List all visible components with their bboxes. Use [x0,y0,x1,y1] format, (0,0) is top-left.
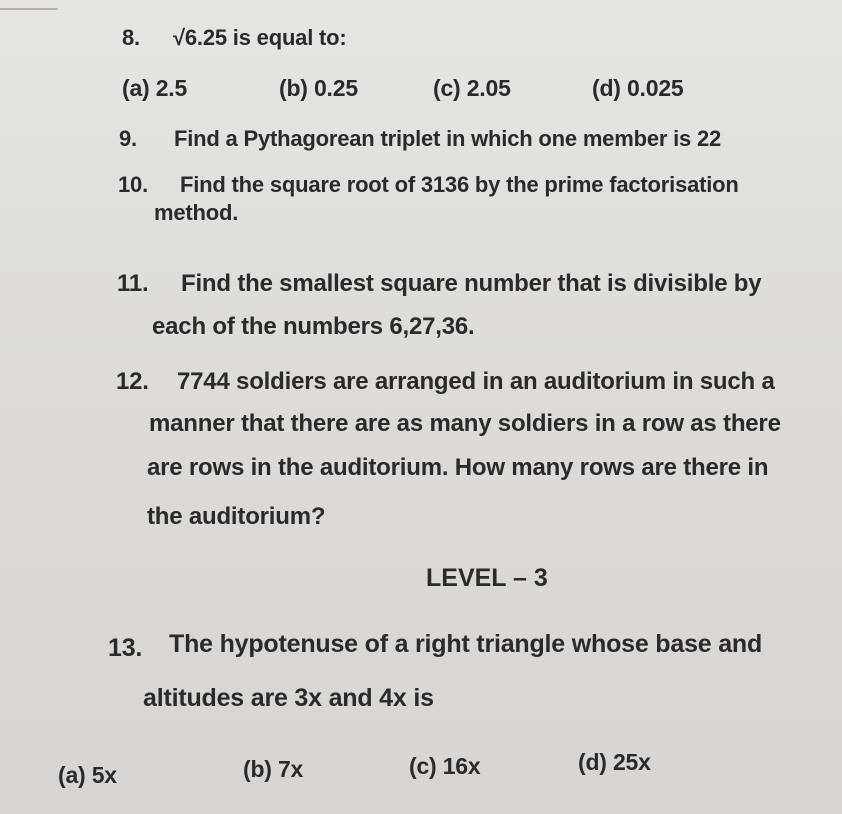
question-13-line-1: The hypotenuse of a right triangle whose base and [169,630,763,658]
question-8-option-c: (c) 2.05 [433,75,511,101]
question-10-line-2: method. [154,200,239,225]
question-10-number: 10. [118,172,148,197]
question-12-line-4: the auditorium? [147,503,326,530]
question-12-line-2: manner that there are as many soldiers in a row as there [149,410,781,437]
question-9-number: 9. [119,126,137,151]
question-11-number: 11. [117,270,149,297]
question-13-option-a: (a) 5x [58,762,117,788]
question-8-number: 8. [122,25,140,50]
question-13-number: 13. [108,634,143,662]
question-13-option-c: (c) 16x [409,753,481,779]
question-12-line-3: are rows in the auditorium. How many rows are there in [147,454,769,481]
question-8-option-a: (a) 2.5 [122,75,188,101]
page-edge-line [0,0,58,10]
level-heading: LEVEL – 3 [426,564,548,592]
question-8-text: √6.25 is equal to: [173,25,347,50]
question-10-line-1: Find the square root of 3136 by the prime factorisation [180,172,739,197]
question-12-number: 12. [116,368,149,395]
question-13-option-d: (d) 25x [578,749,651,775]
question-11-line-1: Find the smallest square number that is divisible by [181,270,762,297]
question-13-line-2: altitudes are 3x and 4x is [143,684,434,712]
question-9-text: Find a Pythagorean triplet in which one member is 22 [174,126,722,151]
question-12-line-1: 7744 soldiers are arranged in an auditorium in such a [177,368,775,395]
question-11-line-2: each of the numbers 6,27,36. [152,313,475,340]
question-8-option-b: (b) 0.25 [279,75,358,101]
question-8-option-d: (d) 0.025 [592,75,684,101]
question-13-option-b: (b) 7x [243,756,304,782]
